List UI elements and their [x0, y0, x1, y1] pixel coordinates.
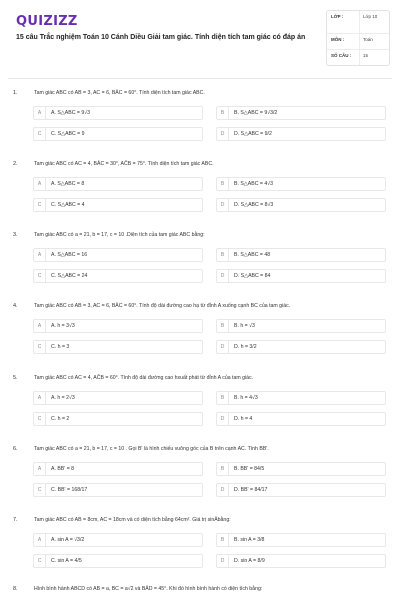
option-text: D. sin A = 8/9	[234, 558, 265, 564]
option-c[interactable]	[33, 412, 203, 426]
option-letter: B	[217, 107, 229, 119]
option-d[interactable]	[216, 198, 386, 212]
option-letter: A	[34, 178, 46, 190]
question-text: Tam giác ABC có AC = 4, BÂC = 30°, AĈB = 75°. Tính diện tích tam giác ABC.	[34, 161, 214, 167]
option-text: B. S△ABC = 9√3/2	[234, 110, 278, 116]
option-d[interactable]	[216, 269, 386, 283]
option-letter: C	[34, 341, 46, 353]
option-letter: C	[34, 128, 46, 140]
question-text: Tam giác ABC có AB = 3, AC = 6, BÂC = 60°. Tính độ dài đường cao hạ từ đỉnh A xuống cạnh BC của tam giác.	[34, 303, 291, 309]
question-text: Tam giác ABC có AC = 4, AĈB = 60°. Tính độ dài đường cao hxuất phát từ đỉnh A của tam giác.	[34, 375, 254, 381]
option-b[interactable]	[216, 177, 386, 191]
option-letter: B	[217, 463, 229, 475]
option-text: B. S△ABC = 48	[234, 252, 271, 258]
option-letter: D	[217, 555, 229, 567]
option-text: D. BB' = 84/17	[234, 487, 268, 493]
option-text: C. h = 3	[51, 344, 70, 350]
option-letter: D	[217, 199, 229, 211]
option-a[interactable]	[33, 391, 203, 405]
option-c[interactable]	[33, 127, 203, 141]
option-letter: A	[34, 320, 46, 332]
option-text: A. h = 3√3	[51, 323, 75, 329]
question-number: 1.	[13, 90, 18, 96]
option-c[interactable]	[33, 269, 203, 283]
option-text: B. h = √3	[234, 323, 255, 329]
option-letter: A	[34, 534, 46, 546]
option-text: C. S△ABC = 9	[51, 131, 85, 137]
option-d[interactable]	[216, 127, 386, 141]
option-c[interactable]	[33, 483, 203, 497]
option-text: B. BB' = 84/5	[234, 466, 265, 472]
option-letter: B	[217, 249, 229, 261]
option-text: B. h = 4√3	[234, 395, 258, 401]
meta-value-count: 15	[359, 50, 389, 65]
option-text: D. S△ABC = 9/2	[234, 131, 272, 137]
option-text: A. BB' = 8	[51, 466, 75, 472]
document-header	[0, 0, 400, 72]
option-letter: C	[34, 555, 46, 567]
option-text: C. S△ABC = 24	[51, 273, 88, 279]
option-a[interactable]	[33, 462, 203, 476]
page-title: 15 câu Trắc nghiệm Toán 10 Cánh Diều Giải tam giác. Tính diện tích tam giác có đáp án	[16, 34, 306, 41]
option-a[interactable]	[33, 533, 203, 547]
question-text: Tam giác ABC có a = 21, b = 17, c = 10 .Diện tích của tam giác ABC bằng:	[34, 232, 205, 238]
option-text: A. S△ABC = 9√3	[51, 110, 90, 116]
option-text: A. sin A = √3/2	[51, 537, 85, 543]
option-text: D. h = 3/2	[234, 344, 257, 350]
question-number: 8.	[13, 586, 18, 592]
question-number: 5.	[13, 375, 18, 381]
option-c[interactable]	[33, 340, 203, 354]
meta-row-subject	[327, 34, 389, 50]
meta-label-class: LỚP :	[331, 14, 344, 19]
option-d[interactable]	[216, 554, 386, 568]
option-letter: C	[34, 270, 46, 282]
option-b[interactable]	[216, 319, 386, 333]
option-letter: C	[34, 413, 46, 425]
option-b[interactable]	[216, 106, 386, 120]
meta-row-count	[327, 50, 389, 65]
option-text: A. h = 2√3	[51, 395, 75, 401]
question-number: 4.	[13, 303, 18, 309]
option-b[interactable]	[216, 462, 386, 476]
question-text: Tam giác ABC có AB = 8cm, AC = 18cm và có diện tích bằng 64cm². Giá trị sinÂbằng:	[34, 517, 231, 523]
option-text: D. S△ABC = 84	[234, 273, 271, 279]
option-text: A. S△ABC = 16	[51, 252, 88, 258]
option-a[interactable]	[33, 177, 203, 191]
option-c[interactable]	[33, 198, 203, 212]
option-a[interactable]	[33, 106, 203, 120]
option-a[interactable]	[33, 248, 203, 262]
option-a[interactable]	[33, 319, 203, 333]
option-d[interactable]	[216, 412, 386, 426]
meta-row-class	[327, 11, 389, 34]
option-letter: B	[217, 392, 229, 404]
option-letter: B	[217, 178, 229, 190]
question-text: Tam giác ABC có AB = 3, AC = 6, BÂC = 60°. Tính diện tích tam giác ABC.	[34, 90, 205, 96]
option-letter: A	[34, 392, 46, 404]
quizizz-logo: QUIZIZZ	[16, 14, 78, 29]
option-letter: A	[34, 107, 46, 119]
option-letter: C	[34, 484, 46, 496]
question-text: Hình bình hành ABCD có AB = a, BC = a√2 và BÂD = 45°. Khi đó hình bình hành có diện tích bằng:	[34, 586, 263, 592]
option-letter: D	[217, 484, 229, 496]
meta-box	[326, 10, 390, 66]
header-divider	[8, 78, 392, 79]
option-letter: D	[217, 270, 229, 282]
meta-value-class: Lớp 10	[359, 11, 389, 33]
option-b[interactable]	[216, 248, 386, 262]
option-letter: D	[217, 413, 229, 425]
option-letter: A	[34, 463, 46, 475]
question-text: Tam giác ABC có a = 21, b = 17, c = 10 . Gọi B' là hình chiếu vuông góc của B trên cạnh AC. Tính BB'.	[34, 446, 269, 452]
option-text: C. S△ABC = 4	[51, 202, 85, 208]
option-text: A. S△ABC = 8	[51, 181, 85, 187]
option-text: B. sin A = 3/8	[234, 537, 265, 543]
option-d[interactable]	[216, 483, 386, 497]
meta-label-count: SỐ CÂU :	[331, 53, 352, 58]
option-b[interactable]	[216, 533, 386, 547]
option-d[interactable]	[216, 340, 386, 354]
option-text: D. h = 4	[234, 416, 253, 422]
question-number: 6.	[13, 446, 18, 452]
question-number: 3.	[13, 232, 18, 238]
option-b[interactable]	[216, 391, 386, 405]
meta-label-subject: MÔN :	[331, 37, 345, 42]
option-text: C. h = 2	[51, 416, 70, 422]
option-letter: B	[217, 534, 229, 546]
question-number: 7.	[13, 517, 18, 523]
option-letter: D	[217, 128, 229, 140]
question-number: 2.	[13, 161, 18, 167]
option-text: B. S△ABC = 4√3	[234, 181, 273, 187]
option-letter: C	[34, 199, 46, 211]
meta-value-subject: Toán	[359, 34, 389, 49]
option-text: C. BB' = 168/17	[51, 487, 88, 493]
option-text: D. S△ABC = 8√3	[234, 202, 274, 208]
option-text: C. sin A = 4/5	[51, 558, 82, 564]
option-letter: B	[217, 320, 229, 332]
option-letter: A	[34, 249, 46, 261]
option-c[interactable]	[33, 554, 203, 568]
option-letter: D	[217, 341, 229, 353]
